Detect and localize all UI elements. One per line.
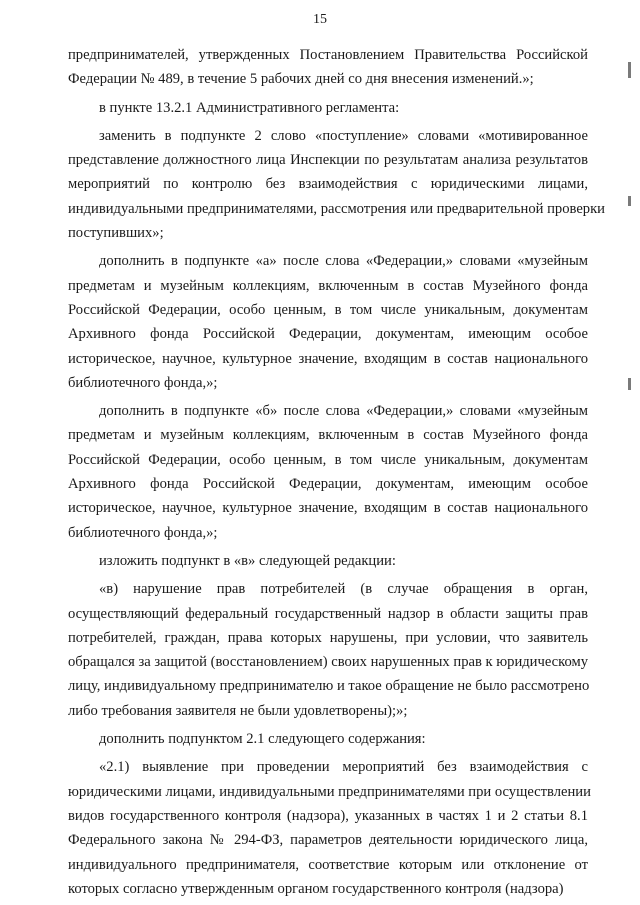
text-line: Российской Федерации, особо ценным, в том числе уникальным, документам: [68, 301, 588, 318]
text-line: дополнить в подпункте «а» после слова «Федерации,» словами «музейным: [99, 253, 588, 270]
text-line: либо требования заявителя не были удовлетворены);»;: [68, 702, 408, 719]
paragraph: [68, 249, 588, 395]
text-line: историческое, научное, культурное значение, входящим в состав национального: [68, 500, 588, 517]
text-line: осуществляющий федеральный государственный надзор в области защиты прав: [68, 605, 588, 622]
text-line: поступивших»;: [68, 225, 164, 242]
page-number: 15: [313, 12, 327, 27]
text-line: библиотечного фонда,»;: [68, 374, 218, 391]
text-line: Федерации № 489, в течение 5 рабочих дней со дня внесения изменений.»;: [68, 71, 534, 88]
text-line: юридическими лицами, индивидуальными предпринимателями при осуществлении: [68, 783, 591, 800]
paragraph: [68, 96, 588, 120]
document-body: [68, 43, 605, 905]
paragraph: [68, 549, 588, 573]
paragraph: [68, 124, 605, 245]
text-line: дополнить подпунктом 2.1 следующего содержания:: [99, 731, 426, 748]
text-line: видов государственного контроля (надзора), указанных в частях 1 и 2 статьи 8.1: [68, 807, 588, 824]
text-line: Российской Федерации, особо ценным, в том числе уникальным, документам: [68, 451, 588, 468]
text-line: «2.1) выявление при проведении мероприятий без взаимодействия с: [99, 759, 588, 776]
text-line: библиотечного фонда,»;: [68, 524, 218, 541]
text-line: индивидуального предпринимателя, соответствие которым или отклонение от: [68, 856, 588, 873]
text-line: историческое, научное, культурное значение, входящим в состав национального: [68, 350, 588, 367]
text-line: представление должностного лица Инспекции по результатам анализа результатов: [68, 152, 588, 169]
text-line: заменить в подпункте 2 слово «поступление» словами «мотивированное: [99, 127, 588, 144]
paragraph: [68, 755, 591, 901]
text-line: предметам и музейным коллекциям, включенным в состав Музейного фонда: [68, 427, 588, 444]
text-line: которых согласно утвержденным органом государственного контроля (надзора): [68, 880, 564, 897]
text-line: изложить подпункт в «в» следующей редакции:: [99, 552, 396, 569]
text-line: предпринимателей, утвержденных Постановлением Правительства Российской: [68, 47, 588, 63]
text-line: «в) нарушение прав потребителей (в случае обращения в орган,: [99, 581, 588, 598]
scan-artifact: [628, 378, 631, 390]
text-line: мероприятий по контролю без взаимодействия с юридическими лицами,: [68, 176, 588, 193]
text-line: предметам и музейным коллекциям, включенным в состав Музейного фонда: [68, 277, 588, 294]
text-line: потребителей, граждан, права которых нарушены, при условии, что заявитель: [68, 629, 588, 646]
text-line: Архивного фонда Российской Федерации, документам, имеющим особое: [68, 476, 588, 493]
scan-artifact: [628, 62, 631, 78]
text-line: дополнить в подпункте «б» после слова «Федерации,» словами «музейным: [99, 403, 588, 420]
text-line: лицу, индивидуальному предпринимателю и такое обращение не было рассмотрено: [68, 678, 590, 695]
paragraph: [68, 577, 588, 723]
text-line: в пункте 13.2.1 Административного регламента:: [99, 99, 400, 116]
scan-artifact: [628, 196, 631, 206]
text-line: Федерального закона № 294-ФЗ, параметров деятельности юридического лица,: [68, 832, 588, 849]
text-line: индивидуальными предпринимателями, рассмотрения или предварительной проверки: [68, 200, 605, 217]
text-line: Архивного фонда Российской Федерации, документам, имеющим особое: [68, 326, 588, 343]
paragraph: [68, 399, 588, 545]
paragraph: [68, 43, 588, 92]
paragraph: [68, 727, 588, 751]
text-line: обращался за защитой (восстановлением) своих нарушенных прав к юридическому: [68, 654, 589, 671]
